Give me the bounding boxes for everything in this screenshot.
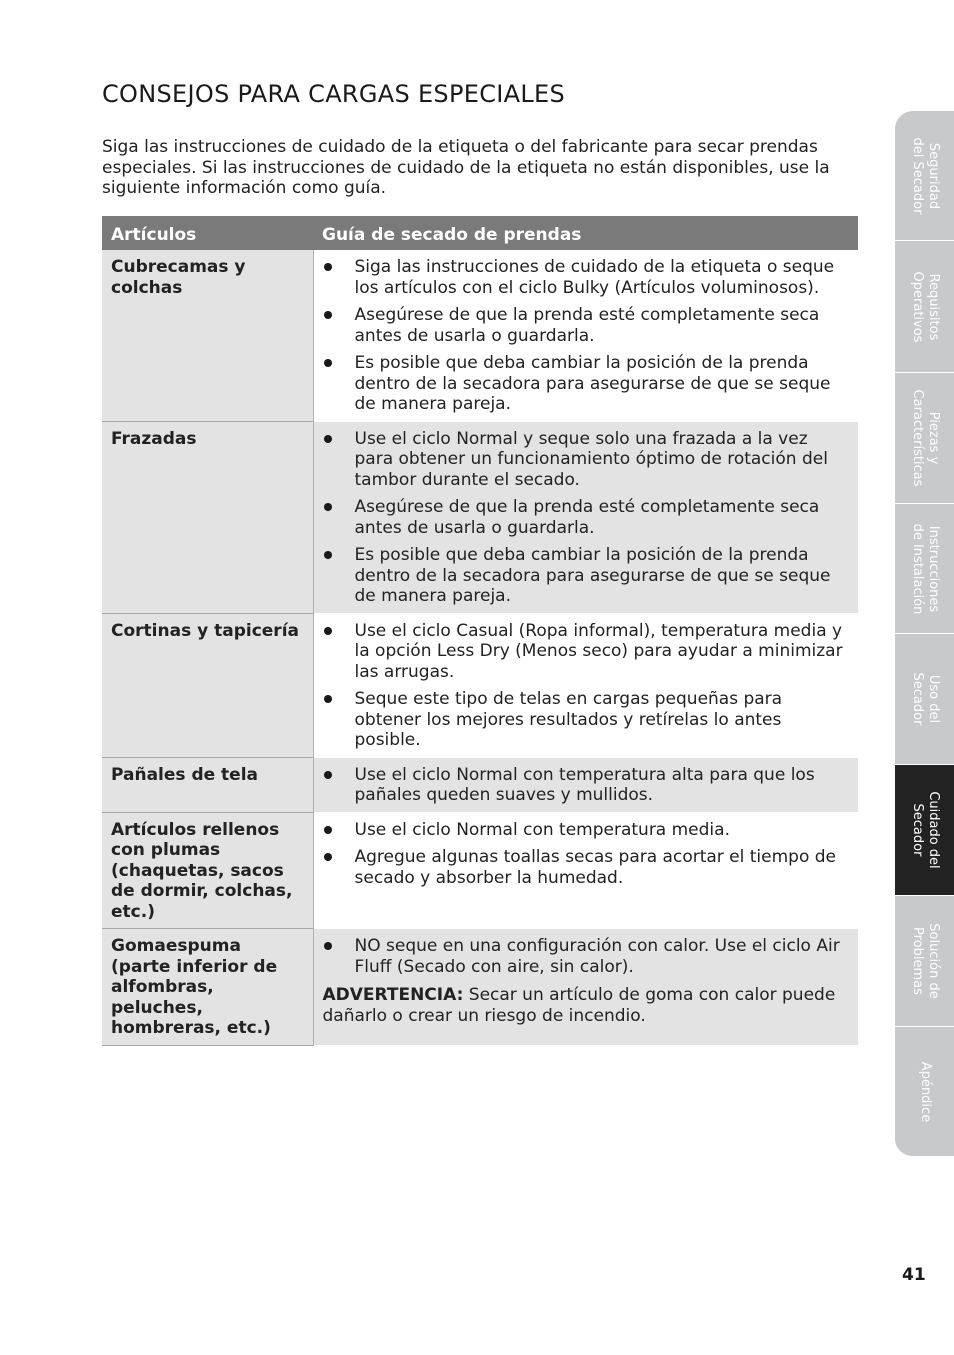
tab-solucion[interactable] [895, 896, 954, 1027]
guide-item [323, 936, 850, 977]
guide-list [323, 429, 850, 607]
tab-apendice[interactable] [895, 1027, 954, 1157]
guide-item-text: Asegúrese de que la prenda esté completamente seca antes de usarla o guardarla. [354, 305, 820, 346]
table-row [102, 613, 858, 757]
bullet-icon [324, 826, 332, 834]
header-guia: Guía de secado de prendas [313, 216, 858, 250]
bullet-icon [324, 503, 332, 511]
guide-cell [313, 929, 858, 1046]
guide-item [323, 353, 850, 415]
bullet-icon [324, 311, 332, 319]
table-header-row [102, 216, 858, 250]
bullet-icon [324, 551, 332, 559]
guide-item-text: Seque este tipo de telas en cargas pequeñas para obtener los mejores resultados y retírelas lo antes posible. [354, 689, 783, 750]
tab-piezas[interactable] [895, 373, 954, 504]
guide-item [323, 545, 850, 607]
article-cell: Gomaespuma (parte inferior de alfombras, peluches, hombreras, etc.) [102, 929, 313, 1046]
header-articulos: Artículos [102, 216, 313, 250]
guide-cell [313, 757, 858, 812]
special-loads-table [102, 216, 858, 1046]
guide-item-text: Use el ciclo Normal con temperatura media. [354, 819, 730, 840]
bullet-icon [324, 627, 332, 635]
tab-seguridad[interactable] [895, 111, 954, 241]
table-row [102, 929, 858, 1046]
tab-label: Cuidado del Secador [909, 791, 941, 869]
tab-label: Solución de Problemas [909, 923, 941, 999]
tab-instalacion[interactable] [895, 504, 954, 634]
tab-requisitos[interactable] [895, 241, 954, 373]
guide-item [323, 847, 850, 888]
guide-item [323, 689, 850, 751]
guide-item-text: Siga las instrucciones de cuidado de la etiqueta o seque los artículos con el ciclo Bulky (Artículos voluminosos). [354, 257, 835, 298]
tab-label: Instrucciones de Instalación [909, 523, 941, 614]
bullet-icon [324, 771, 332, 779]
article-cell: Pañales de tela [102, 757, 313, 812]
guide-list [323, 820, 850, 889]
tab-label: Piezas y Características [909, 389, 941, 487]
guide-item-text: Asegúrese de que la prenda esté completamente seca antes de usarla o guardarla. [354, 497, 820, 538]
guide-item-text: Es posible que deba cambiar la posición de la prenda dentro de la secadora para asegurarse de que se seque de manera pareja. [354, 353, 831, 414]
guide-item-text: Agregue algunas toallas secas para acortar el tiempo de secado y absorber la humedad. [354, 847, 837, 888]
intro-paragraph: Siga las instrucciones de cuidado de la etiqueta o del fabricante para secar prendas especiales. Si las instrucciones de cuidado de la etiqueta no están disponibles, use la siguiente información como guía. [102, 137, 830, 198]
article-cell: Cubrecamas y colchas [102, 250, 313, 421]
guide-item [323, 765, 850, 806]
bullet-icon [324, 359, 332, 367]
guide-item [323, 820, 850, 841]
bullet-icon [324, 942, 332, 950]
guide-item-text: Use el ciclo Normal con temperatura alta para que los pañales queden suaves y mullidos. [354, 764, 815, 805]
warning-text: Secar un artículo de goma con calor puede dañarlo o crear un riesgo de incendio. [322, 985, 836, 1026]
guide-item [323, 305, 850, 346]
guide-item-text: NO seque en una configuración con calor. Use el ciclo Air Fluff (Secado con aire, sin calor). [354, 936, 840, 977]
tab-label: Apéndice [917, 1061, 933, 1122]
guide-list [323, 765, 850, 806]
guide-cell [313, 613, 858, 757]
table-row [102, 421, 858, 613]
guide-item-text: Es posible que deba cambiar la posición de la prenda dentro de la secadora para asegurarse de que se seque de manera pareja. [354, 545, 831, 606]
guide-cell [313, 250, 858, 421]
tab-label: Seguridad del Secador [909, 137, 941, 214]
article-cell: Frazadas [102, 421, 313, 613]
bullet-icon [324, 695, 332, 703]
article-cell: Cortinas y tapicería [102, 613, 313, 757]
guide-item-text: Use el ciclo Casual (Ropa informal), temperatura media y la opción Less Dry (Menos seco) para ayudar a minimizar las arrugas. [354, 620, 843, 682]
guide-list [323, 621, 850, 751]
bullet-icon [324, 263, 332, 271]
warning-label: ADVERTENCIA: [322, 985, 464, 1005]
article-cell: Artículos rellenos con plumas (chaquetas, sacos de dormir, colchas, etc.) [102, 812, 313, 929]
guide-cell [313, 812, 858, 929]
guide-cell [313, 421, 858, 613]
guide-item [323, 497, 850, 538]
bullet-icon [324, 853, 332, 861]
tab-cuidado[interactable] [895, 765, 954, 896]
table-row [102, 757, 858, 812]
guide-list [323, 257, 850, 415]
page-title: CONSEJOS PARA CARGAS ESPECIALES [102, 80, 566, 108]
page-number: 41 [902, 1265, 926, 1285]
guide-item [323, 257, 850, 298]
table-row [102, 812, 858, 929]
tab-uso[interactable] [895, 634, 954, 765]
warning-note [323, 985, 850, 1026]
bullet-icon [324, 435, 332, 443]
guide-item [323, 429, 850, 491]
guide-list [323, 936, 850, 977]
guide-item [323, 621, 850, 683]
table-row [102, 250, 858, 421]
tab-label: Requisitos Operativos [909, 271, 941, 342]
guide-item-text: Use el ciclo Normal y seque solo una frazada a la vez para obtener un funcionamiento óptimo de rotación del tambor durante el secado. [354, 428, 828, 490]
tab-label: Uso del Secador [909, 672, 941, 726]
